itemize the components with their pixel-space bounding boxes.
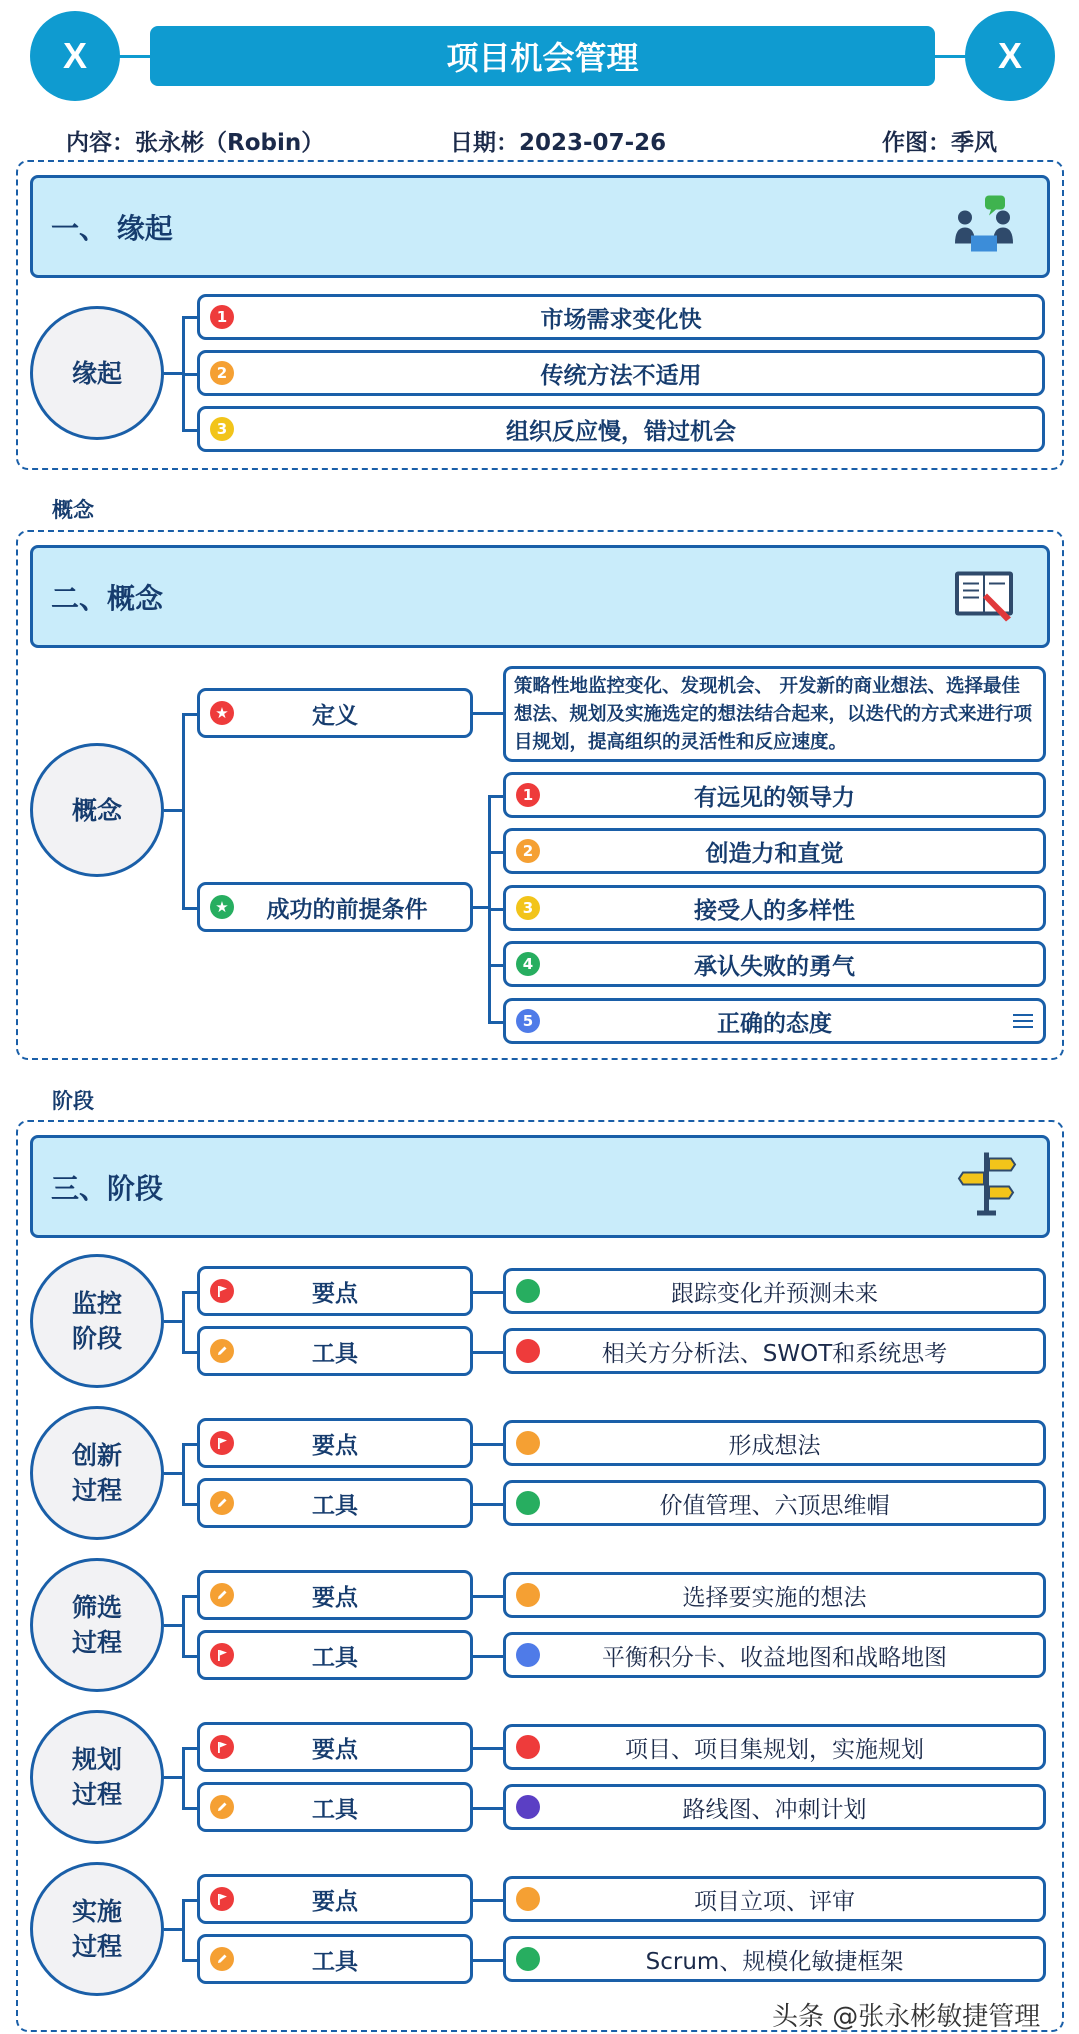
- connector: [164, 372, 184, 375]
- connector: [471, 1291, 505, 1294]
- number-3-icon: 3: [516, 896, 540, 920]
- status-dot-icon: [516, 1491, 540, 1515]
- book-icon: [951, 563, 1017, 630]
- number-2-icon: 2: [210, 361, 234, 385]
- stage-key-text: 项目、项目集规划，实施规划: [625, 1736, 924, 1763]
- prerequisite-item: [503, 941, 1046, 987]
- stage-tool-text: Scrum、规模化敏捷框架: [645, 1948, 904, 1975]
- stage-tool-value: [503, 1632, 1046, 1678]
- section-concept-heading: 二、概念: [51, 581, 164, 615]
- status-dot-icon: [516, 1643, 540, 1667]
- stage-tool-label: 工具: [312, 1644, 358, 1671]
- stage-name: 筛选过程: [71, 1593, 122, 1657]
- stage-tool-text: 相关方分析法、SWOT和系统思考: [601, 1340, 948, 1367]
- status-dot-icon: [516, 1583, 540, 1607]
- star-green-icon: ★: [210, 895, 234, 919]
- stage-key-value: [503, 1572, 1046, 1618]
- stage-circle: [30, 1710, 164, 1844]
- pencil-icon: [210, 1795, 234, 1819]
- pencil-icon: [210, 1583, 234, 1607]
- status-dot-icon: [516, 1279, 540, 1303]
- meeting-icon: [951, 193, 1017, 260]
- prerequisite-item: [503, 998, 1046, 1044]
- connector: [164, 1320, 184, 1323]
- left-x-badge: X: [30, 11, 120, 101]
- stage-key-node: [197, 1266, 473, 1316]
- stage-key-label: 要点: [312, 1280, 358, 1307]
- connector: [471, 1899, 505, 1902]
- stage-tool-value: [503, 1480, 1046, 1526]
- connector: [471, 1443, 505, 1446]
- stage-tool-value: [503, 1328, 1046, 1374]
- status-dot-icon: [516, 1735, 540, 1759]
- pencil-icon: [210, 1947, 234, 1971]
- stage-key-node: [197, 1570, 473, 1620]
- stage-key-node: [197, 1722, 473, 1772]
- status-dot-icon: [516, 1431, 540, 1455]
- connector: [471, 712, 505, 715]
- prerequisite-item: [503, 772, 1046, 818]
- prerequisite-text: 创造力和直觉: [705, 840, 844, 867]
- origin-item: [197, 406, 1045, 452]
- number-5-icon: 5: [516, 1009, 540, 1033]
- stage-circle: [30, 1254, 164, 1388]
- definition-node: [197, 688, 473, 738]
- connector: [471, 1959, 505, 1962]
- connector: [471, 1595, 505, 1598]
- stage-tool-text: 路线图、冲刺计划: [682, 1796, 867, 1823]
- author-label: 作图：季风: [882, 130, 997, 156]
- prerequisite-text: 正确的态度: [717, 1010, 832, 1037]
- stage-key-value: [503, 1724, 1046, 1770]
- section-origin-heading: 一、 缘起: [51, 211, 173, 245]
- flag-icon: [210, 1643, 234, 1667]
- stage-key-text: 选择要实施的想法: [682, 1584, 867, 1611]
- origin-item-text: 组织反应慢，错过机会: [506, 418, 736, 445]
- connector: [471, 906, 489, 909]
- stage-circle: [30, 1558, 164, 1692]
- prerequisite-item: [503, 828, 1046, 874]
- stage-tool-node: [197, 1326, 473, 1376]
- origin-item: [197, 350, 1045, 396]
- section-stages-label: 阶段: [52, 1089, 94, 1113]
- stage-key-value: [503, 1876, 1046, 1922]
- signpost-icon: [957, 1148, 1017, 1225]
- section-concept-label: 概念: [52, 498, 94, 522]
- section-origin-header: [30, 175, 1050, 278]
- stage-circle: [30, 1406, 164, 1540]
- stage-tool-label: 工具: [312, 1492, 358, 1519]
- stage-tool-value: [503, 1936, 1046, 1982]
- stage-key-label: 要点: [312, 1584, 358, 1611]
- number-2-icon: 2: [516, 839, 540, 863]
- notes-icon: [1013, 1014, 1033, 1028]
- stage-key-label: 要点: [312, 1432, 358, 1459]
- connector: [182, 1899, 185, 1962]
- stage-key-value: [503, 1420, 1046, 1466]
- connector: [471, 1503, 505, 1506]
- flag-icon: [210, 1735, 234, 1759]
- stage-tool-value: [503, 1784, 1046, 1830]
- prerequisite-text: 承认失败的勇气: [694, 953, 855, 980]
- stage-tool-text: 价值管理、六顶思维帽: [659, 1492, 890, 1519]
- prerequisite-item: [503, 885, 1046, 931]
- connector: [471, 1655, 505, 1658]
- number-1-icon: 1: [516, 783, 540, 807]
- prerequisite-text: 有远见的领导力: [694, 784, 855, 811]
- stage-name: 实施过程: [71, 1897, 122, 1961]
- stage-tool-node: [197, 1630, 473, 1680]
- prerequisites-node: [197, 882, 473, 932]
- stage-name: 监控阶段: [71, 1289, 122, 1353]
- right-x-badge: X: [965, 11, 1055, 101]
- connector: [164, 1776, 184, 1779]
- connector: [182, 1595, 185, 1658]
- stage-key-label: 要点: [312, 1888, 358, 1915]
- connector: [182, 1747, 185, 1810]
- date-label: 日期：2023-07-26: [450, 130, 667, 156]
- pencil-icon: [210, 1339, 234, 1363]
- stage-tool-label: 工具: [312, 1340, 358, 1367]
- stage-tool-node: [197, 1934, 473, 1984]
- stage-key-node: [197, 1418, 473, 1468]
- connector: [182, 713, 185, 909]
- connector: [164, 1624, 184, 1627]
- status-dot-icon: [516, 1947, 540, 1971]
- pencil-icon: [210, 1491, 234, 1515]
- stage-key-label: 要点: [312, 1736, 358, 1763]
- stage-name: 规划过程: [71, 1745, 122, 1809]
- page-title: 项目机会管理: [150, 26, 935, 86]
- connector: [471, 1807, 505, 1810]
- number-1-icon: 1: [210, 305, 234, 329]
- flag-icon: [210, 1431, 234, 1455]
- flag-icon: [210, 1887, 234, 1911]
- number-3-icon: 3: [210, 417, 234, 441]
- connector: [471, 1747, 505, 1750]
- number-4-icon: 4: [516, 952, 540, 976]
- stage-tool-node: [197, 1478, 473, 1528]
- stage-tool-text: 平衡积分卡、收益地图和战略地图: [602, 1644, 947, 1671]
- title-connector-right: [933, 55, 967, 58]
- stage-name: 创新过程: [71, 1441, 122, 1505]
- stage-key-text: 跟踪变化并预测未来: [671, 1280, 878, 1307]
- prerequisites-label: 成功的前提条件: [266, 896, 428, 923]
- stage-tool-label: 工具: [312, 1948, 358, 1975]
- stage-key-value: [503, 1268, 1046, 1314]
- stage-key-text: 形成想法: [728, 1432, 821, 1459]
- section-stages-heading: 三、阶段: [51, 1171, 164, 1205]
- stage-tool-node: [197, 1782, 473, 1832]
- prerequisite-text: 接受人的多样性: [694, 897, 855, 924]
- origin-item-text: 市场需求变化快: [540, 306, 702, 333]
- connector: [164, 809, 184, 812]
- content-label: 内容：张永彬（Robin）: [66, 130, 325, 156]
- origin-item: [197, 294, 1045, 340]
- section-concept-header: [30, 545, 1050, 648]
- watermark: 头条 @张永彬敏捷管理: [772, 2002, 1041, 2032]
- definition-text: 策略性地监控变化、发现机会、 开发新的商业想法、选择最佳想法、规划及实施选定的想法结合起来，以迭代的方式来进行项目规划，提高组织的灵活性和反应速度。: [503, 666, 1046, 762]
- stage-key-text: 项目立项、评审: [694, 1888, 855, 1915]
- definition-label: 定义: [312, 702, 358, 729]
- connector: [182, 1291, 185, 1354]
- origin-item-text: 传统方法不适用: [540, 362, 702, 389]
- flag-icon: [210, 1279, 234, 1303]
- stage-circle: [30, 1862, 164, 1996]
- stage-key-node: [197, 1874, 473, 1924]
- origin-circle: 缘起: [30, 306, 164, 440]
- star-red-icon: ★: [210, 701, 234, 725]
- status-dot-icon: [516, 1887, 540, 1911]
- connector: [471, 1351, 505, 1354]
- connector: [164, 1472, 184, 1475]
- connector: [182, 1443, 185, 1506]
- concept-circle: 概念: [30, 743, 164, 877]
- stage-tool-label: 工具: [312, 1796, 358, 1823]
- section-stages-header: [30, 1135, 1050, 1238]
- connector: [164, 1928, 184, 1931]
- status-dot-icon: [516, 1339, 540, 1363]
- title-connector-left: [118, 55, 152, 58]
- status-dot-icon: [516, 1795, 540, 1819]
